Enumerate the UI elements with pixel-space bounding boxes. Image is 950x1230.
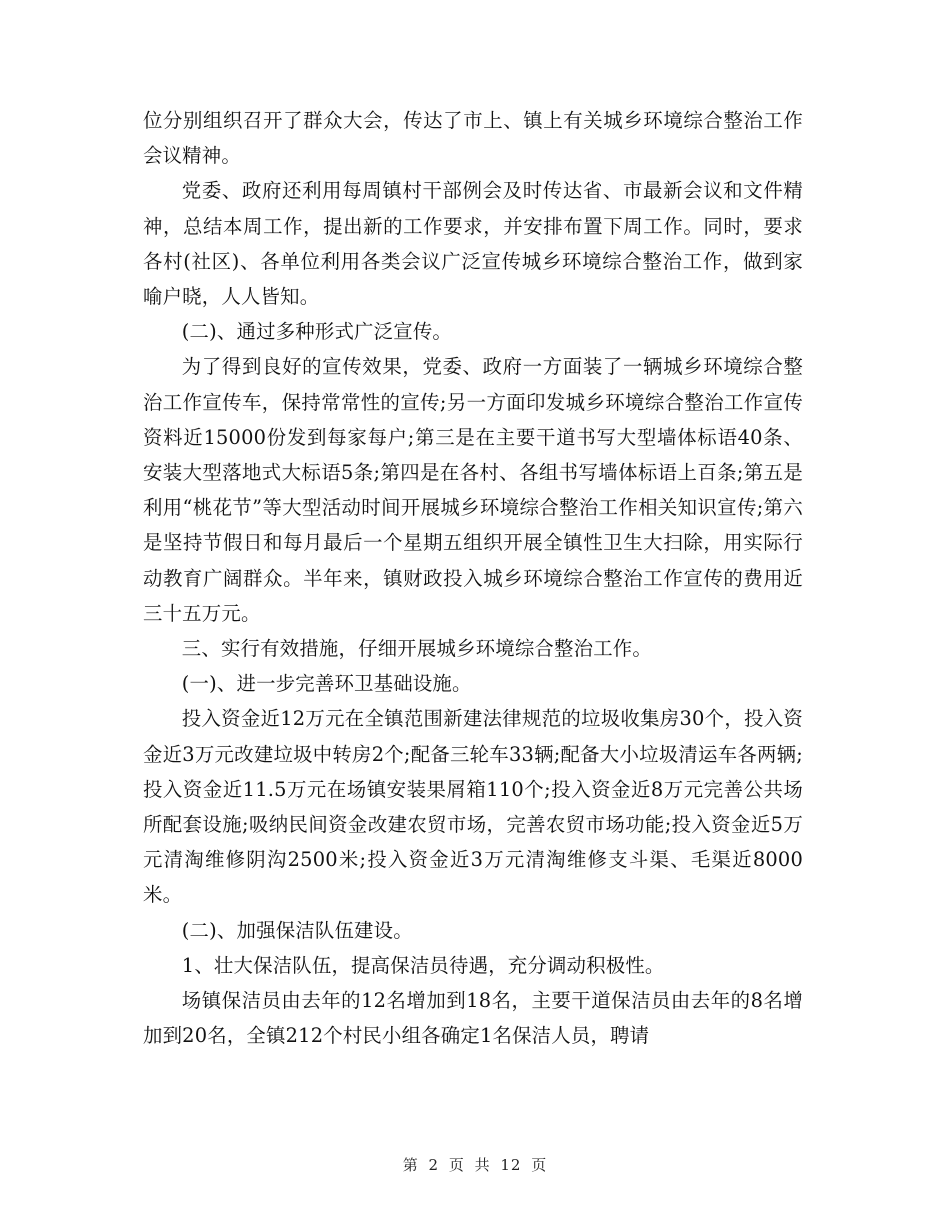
section-heading-3-1: (一)、进一步完善环卫基础设施。 bbox=[181, 672, 472, 696]
paragraph-5: 场镇保洁员由去年的12名增加到18名，主要干道保洁员由去年的8名增加到20名，全镇212个村民小组各确定1名保洁人员，聘请 bbox=[143, 989, 803, 1048]
paragraph-4: 投入资金近12万元在全镇范围新建法律规范的垃圾收集房30个，投入资金近3万元改建垃圾中转房2个;配备三轮车33辆;配备大小垃圾清运车各两辆;投入资金近11.5万元在场镇安装果屑箱110个;投入资金近8万元完善公共场所配套设施;吸纳民间资金改建农贸市场，完善农贸市场功能;投入资金近5万元清淘维修阴沟2500米;投入资金近3万元清淘维修支斗渠、毛渠近8000米。 bbox=[143, 707, 803, 907]
section-subheading-1: 1、壮大保洁队伍，提高保洁员待遇，充分调动积极性。 bbox=[181, 953, 665, 977]
document-body bbox=[143, 103, 803, 1053]
paragraph-3: 为了得到良好的宣传效果，党委、政府一方面装了一辆城乡环境综合整治工作宣传车，保持常常性的宣传;另一方面印发城乡环境综合整治工作宣传资料近15000份发到每家每户;第三是在主要干道书写大型墙体标语40条、安装大型落地式大标语5条;第四是在各村、各组书写墙体标语上百条;第五是利用“桃花节”等大型活动时间开展城乡环境综合整治工作相关知识宣传;第六是坚持节假日和每月最后一个星期五组织开展全镇性卫生大扫除，用实际行动教育广阔群众。半年来，镇财政投入城乡环境综合整治工作宣传的费用近三十五万元。 bbox=[143, 355, 803, 625]
section-heading-3: 三、实行有效措施，仔细开展城乡环境综合整治工作。 bbox=[181, 637, 652, 661]
section-heading-3-2: (二)、加强保洁队伍建设。 bbox=[181, 918, 413, 942]
paragraph-1: 位分别组织召开了群众大会，传达了市上、镇上有关城乡环境综合整治工作会议精神。 bbox=[143, 109, 803, 168]
page-number: 第 2 页 共 12 页 bbox=[402, 1156, 548, 1174]
section-heading-2-2: (二)、通过多种形式广泛宣传。 bbox=[181, 320, 453, 344]
paragraph-2: 党委、政府还利用每周镇村干部例会及时传达省、市最新会议和文件精神，总结本周工作，提出新的工作要求，并安排布置下周工作。同时，要求各村(社区)、各单位利用各类会议广泛宣传城乡环境综合整治工作，做到家喻户晓，人人皆知。 bbox=[143, 179, 803, 309]
